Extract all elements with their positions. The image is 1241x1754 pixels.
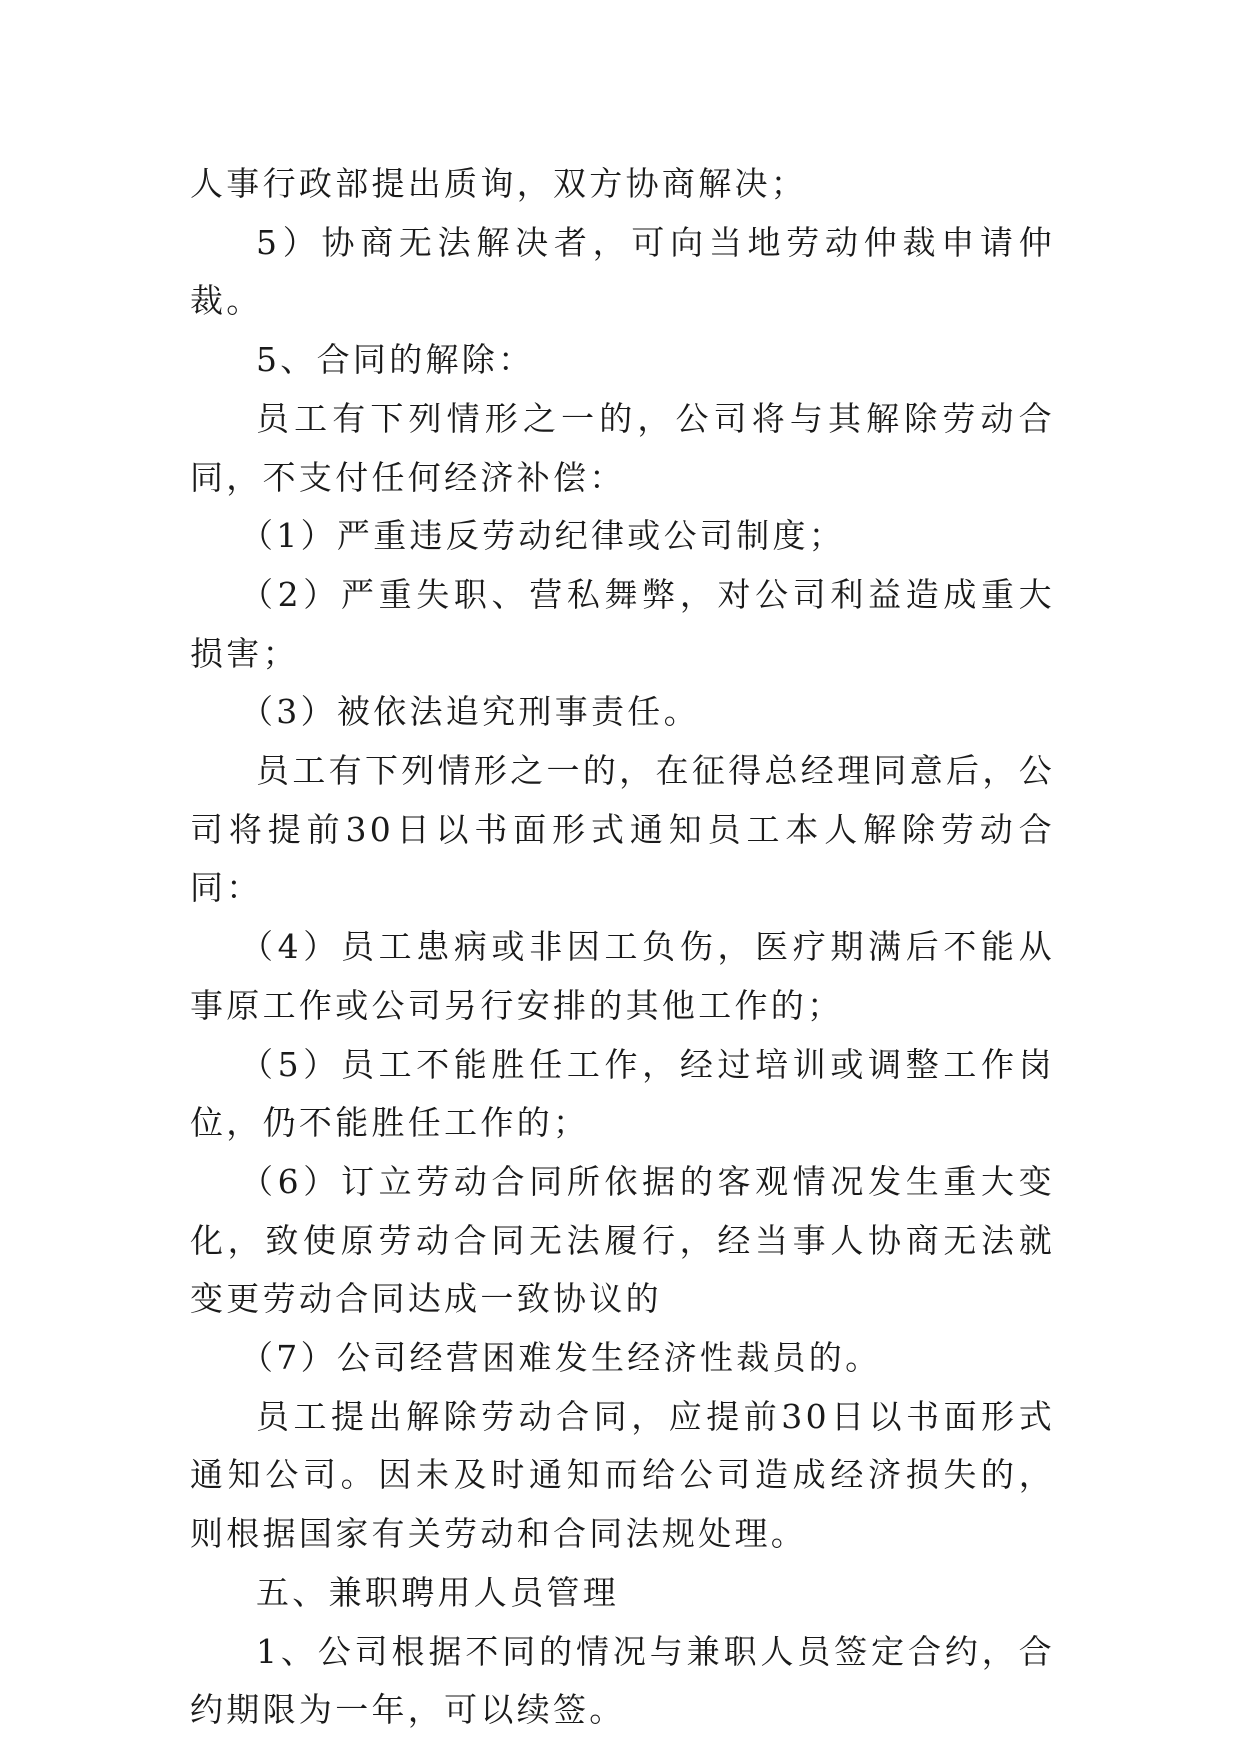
paragraph-13: 员工提出解除劳动合同，应提前30日以书面形式通知公司。因未及时通知而给公司造成经济损失的，则根据国家有关劳动和合同法规处理。	[190, 1396, 1055, 1554]
list-item-4: （4）员工患病或非因工负伤，医疗期满后不能从事原工作或公司另行安排的其他工作的；	[190, 927, 1055, 1025]
section-heading-5: 五、兼职聘用人员管理	[256, 1572, 619, 1612]
list-item-6: （6）订立劳动合同所依据的客观情况发生重大变化，致使原劳动合同无法履行，经当事人协商无法就变更劳动合同达成一致协议的	[190, 1161, 1055, 1319]
paragraph-4: 员工有下列情形之一的，公司将与其解除劳动合同，不支付任何经济补偿：	[190, 398, 1055, 497]
document-body	[190, 155, 1055, 1740]
list-item-1: （1）严重违反劳动纪律或公司制度；	[240, 516, 846, 556]
list-item-3: （3）被依法追究刑事责任。	[240, 692, 700, 732]
paragraph-1: 人事行政部提出质询，双方协商解决；	[190, 164, 808, 203]
list-item-2: （2）严重失职、营私舞弊，对公司利益造成重大损害；	[190, 574, 1055, 673]
paragraph-15: 1、公司根据不同的情况与兼职人员签定合约，合约期限为一年，可以续签。	[190, 1631, 1055, 1730]
list-item-7: （7）公司经营困难发生经济性裁员的。	[240, 1338, 882, 1378]
list-item-5: （5）员工不能胜任工作，经过培训或调整工作岗位，仍不能胜任工作的；	[190, 1044, 1055, 1143]
paragraph-2: 5）协商无法解决者，可向当地劳动仲裁申请仲裁。	[190, 222, 1055, 321]
paragraph-8: 员工有下列情形之一的，在征得总经理同意后，公司将提前30日以书面形式通知员工本人解除劳动合同：	[190, 751, 1055, 908]
paragraph-3-heading: 5、合同的解除：	[256, 340, 535, 380]
